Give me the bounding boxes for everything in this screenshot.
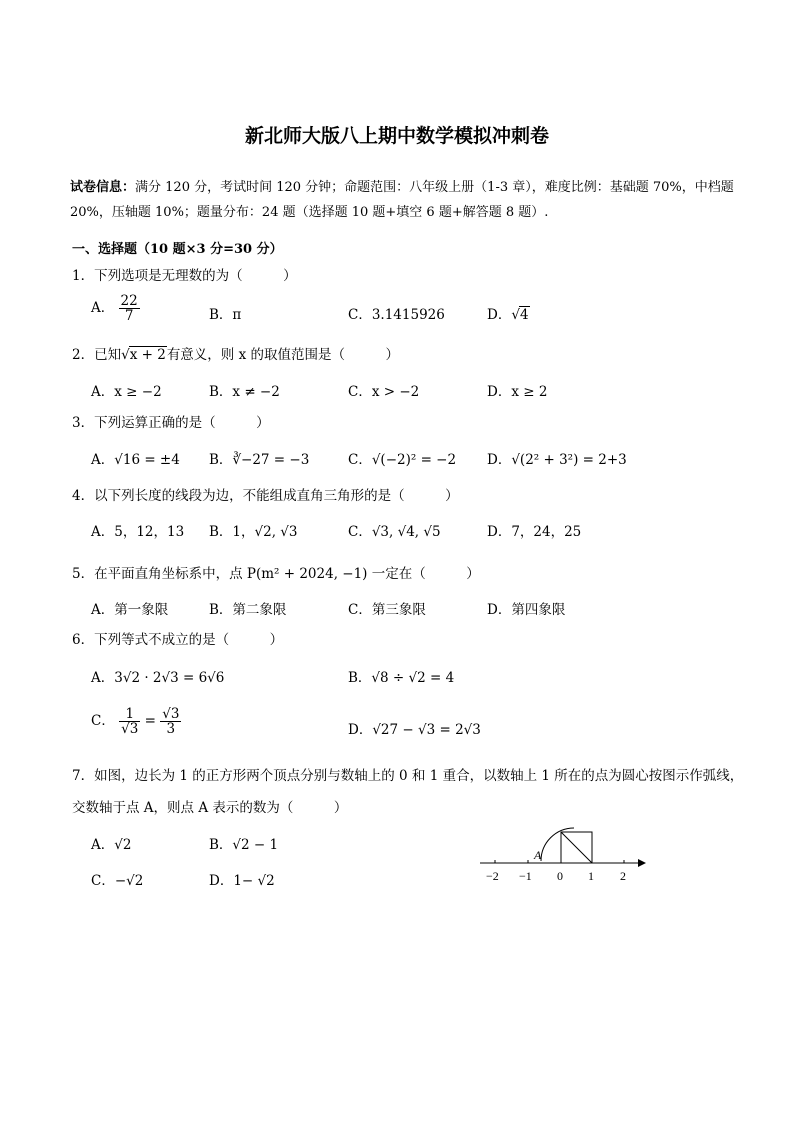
question-6-option-d: D．√27 − √3 = 2√3 <box>348 722 481 738</box>
fraction <box>160 707 181 736</box>
question-6-option-b: B．√8 ÷ √2 = 4 <box>348 670 455 686</box>
question-7-option-d: D．1− √2 <box>209 873 275 889</box>
page-title: 新北师大版八上期中数学模拟冲刺卷 <box>244 125 549 147</box>
question-1-option-b: B．π <box>209 307 242 323</box>
radicand: x + 2 <box>129 347 166 363</box>
radicand: 4 <box>519 307 529 323</box>
denominator: 3 <box>166 721 176 738</box>
question-5-option-a: A．第一象限 <box>91 602 169 618</box>
question-6-stem: 6．下列等式不成立的是（ ） <box>72 632 284 648</box>
question-4-option-d: D．7，24，25 <box>487 524 582 540</box>
question-3-option-b: B．∛−27 = −3 <box>209 452 310 468</box>
tick-label: −1 <box>519 869 532 883</box>
question-5-option-b: B．第二象限 <box>209 602 287 618</box>
question-4-option-b: B．1，√2, √3 <box>209 524 298 540</box>
tick-label: 1 <box>588 869 594 883</box>
point-a-label: A <box>534 848 542 862</box>
question-6-option-c <box>91 707 181 736</box>
question-2-option-d: D．x ≥ 2 <box>487 384 548 400</box>
option-label: D． <box>487 307 512 323</box>
question-7-stem-line-2: 交数轴于点 A，则点 A 表示的数为（ ） <box>72 800 348 816</box>
question-2-option-b: B．x ≠ −2 <box>209 384 280 400</box>
question-6-option-a: A．3√2 · 2√3 = 6√6 <box>91 670 225 686</box>
tick-label: 0 <box>557 869 563 883</box>
question-3-option-a: A．√16 = ±4 <box>91 452 180 468</box>
question-1-stem: 1．下列选项是无理数的为（ ） <box>72 268 297 284</box>
question-5-stem: 5．在平面直角坐标系中，点 P(m² + 2024, −1) 一定在（ ） <box>72 566 480 582</box>
question-2-stem: 2．已知√x + 2有意义，则 x 的取值范围是（ ） <box>72 347 400 363</box>
fraction <box>119 294 140 323</box>
section-heading: 一、选择题（10 题×3 分=30 分） <box>72 242 283 257</box>
tick-label: 2 <box>620 869 626 883</box>
question-1-option-a <box>91 294 140 323</box>
question-4-option-c: C．√3, √4, √5 <box>348 524 441 540</box>
question-1-option-d: D．√4 <box>487 307 529 323</box>
exam-info-text: 满分 120 分，考试时间 120 分钟；命题范围：八年级上册（1-3 章），难度比例：基础题 70%，中档题 20%，压轴题 10%；题量分布：24 题（选择题 10 题+填空 6 题+解答题 8 题）. <box>70 180 734 220</box>
stem-text: 有意义，则 x 的取值范围是（ ） <box>166 347 400 363</box>
numerator: √3 <box>162 706 180 722</box>
question-2-option-a: A．x ≥ −2 <box>91 384 162 400</box>
question-3-stem: 3．下列运算正确的是（ ） <box>72 415 270 431</box>
question-7-option-b: B．√2 − 1 <box>209 837 279 853</box>
square-diagonal <box>561 832 592 863</box>
denominator: √3 <box>121 721 139 738</box>
question-7-stem-line-1: 7．如图，边长为 1 的正方形两个顶点分别与数轴上的 0 和 1 重合，以数轴上 1 所在的点为圆心按图示作弧线， <box>72 768 744 784</box>
exam-info <box>70 175 740 225</box>
axis-arrow-icon <box>638 859 646 867</box>
arc <box>541 828 574 861</box>
question-4-stem: 4．以下列长度的线段为边，不能组成直角三角形的是（ ） <box>72 488 459 504</box>
question-4-option-a: A．5，12，13 <box>91 524 185 540</box>
number-line-figure <box>478 818 648 888</box>
numerator: 22 <box>120 293 138 309</box>
fraction <box>119 707 140 736</box>
equals-sign: = <box>140 713 161 730</box>
question-7-option-a: A．√2 <box>91 837 132 853</box>
question-7-option-c: C．−√2 <box>91 873 144 889</box>
option-label: C． <box>91 713 115 730</box>
tick-label: −2 <box>486 869 499 883</box>
exam-info-label: 试卷信息： <box>70 180 136 195</box>
option-label: A． <box>91 300 115 317</box>
question-3-option-d: D．√(2² + 3²) = 2+3 <box>487 452 627 468</box>
question-1-option-c: C．3.1415926 <box>348 307 445 323</box>
denominator: 7 <box>124 308 134 325</box>
question-2-option-c: C．x > −2 <box>348 384 420 400</box>
numerator: 1 <box>119 707 140 722</box>
question-5-option-d: D．第四象限 <box>487 602 566 618</box>
stem-text: 2．已知 <box>72 347 122 363</box>
question-3-option-c: C．√(−2)² = −2 <box>348 452 457 468</box>
question-5-option-c: C．第三象限 <box>348 602 426 618</box>
